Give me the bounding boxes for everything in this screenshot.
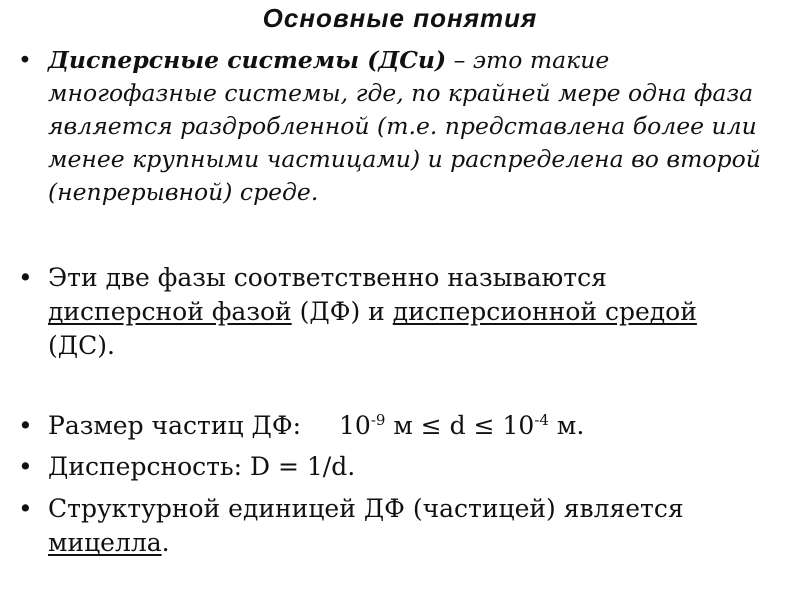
size-unit: м. [548,411,585,440]
structural-unit-end: . [161,528,170,557]
slide-title: Основные понятия [262,3,538,33]
size-upper-exponent: -4 [534,411,549,429]
bullet-particle-size [48,410,768,442]
medium-abbr: (ДС). [48,331,115,360]
bullet-structural-unit [48,492,768,560]
structural-unit-intro: Структурной единицей ДФ (частицей) является [48,494,684,523]
term-dispersion-medium: дисперсионной средой [392,297,697,326]
dispersity-formula: Дисперсность: D = 1/d. [48,452,356,481]
phases-intro: Эти две фазы соответственно называются [48,263,607,292]
definition-text: – это такие многофазные системы, где, по крайней мере одна фаза является раздробленной (т.е. представлена более или менее крупными частицами) и распределена во второй (непрерывной) среде. [48,46,761,206]
term-disperse-systems: Дисперсные системы (ДСи) [48,46,447,74]
size-lower-base: 10 [339,411,371,440]
bullet-dispersity [48,451,768,483]
term-micelle: мицелла [48,528,162,557]
phase-abbr: (ДФ) и [291,297,393,326]
size-label: Размер частиц ДФ: [48,411,302,440]
size-lower-exponent: -9 [370,411,386,429]
term-disperse-phase: дисперсной фазой [48,297,292,326]
bullet-phases [48,261,768,363]
bullet-definition [48,44,768,209]
size-middle: м ≤ d ≤ 10 [385,411,535,440]
